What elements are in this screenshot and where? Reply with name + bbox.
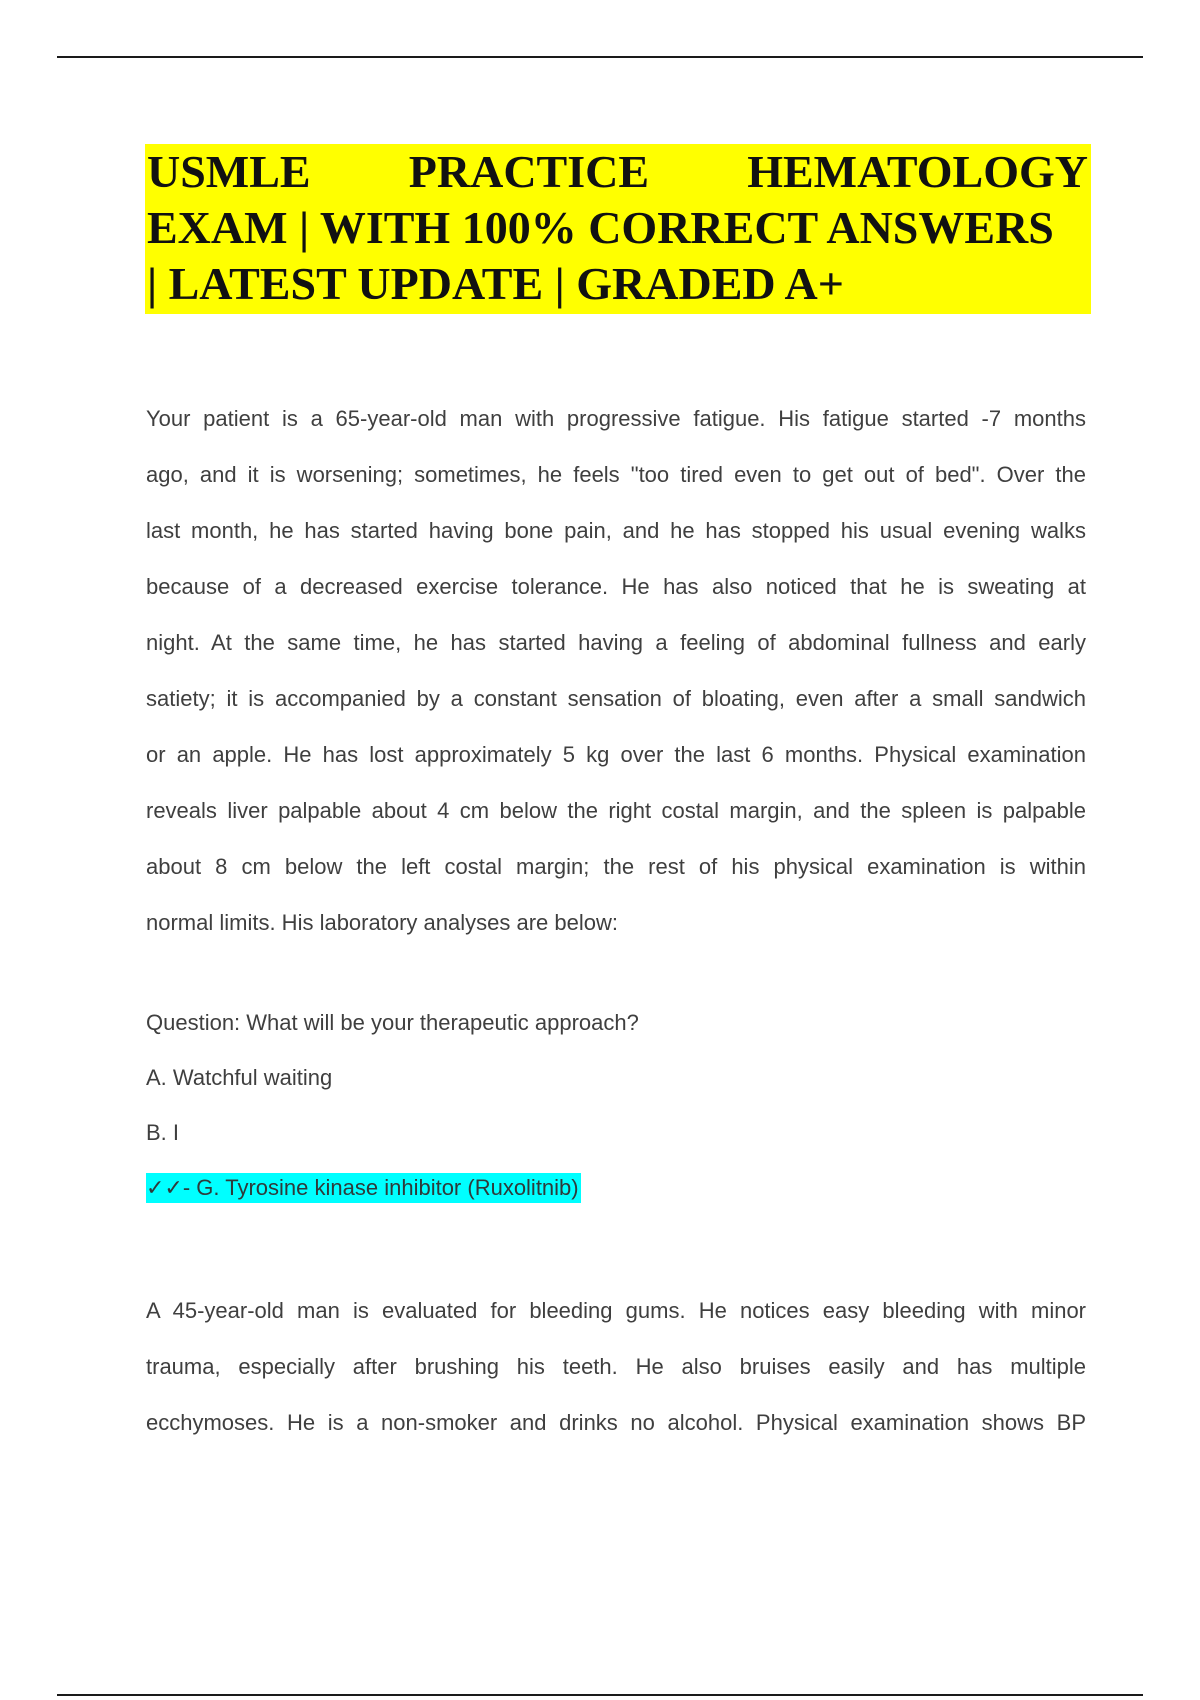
question-text: Question: What will be your therapeutic approach? bbox=[146, 1010, 639, 1035]
correct-answer: ✓✓- G. Tyrosine kinase inhibitor (Ruxolitnib) bbox=[146, 1173, 581, 1203]
paragraph-line: Your patient is a 65-year-old man with progressive fatigue. His fatigue started -7 months bbox=[146, 406, 1086, 431]
case-1-question-block bbox=[146, 1003, 1086, 1223]
title-word: PRACTICE bbox=[408, 146, 650, 197]
option-a: A. Watchful waiting bbox=[146, 1065, 333, 1090]
case-2-vignette bbox=[146, 1288, 1086, 1456]
paragraph-line: about 8 cm below the left costal margin; the rest of his physical examination is within bbox=[146, 854, 1086, 879]
paragraph-line: A 45-year-old man is evaluated for bleeding gums. He notices easy bleeding with minor bbox=[146, 1298, 1086, 1323]
title-word: USMLE bbox=[147, 146, 311, 197]
paragraph-line: because of a decreased exercise tolerance. He has also noticed that he is sweating at bbox=[146, 574, 1086, 599]
paragraph-line: night. At the same time, he has started having a feeling of abdominal fullness and early bbox=[146, 630, 1086, 655]
document-title bbox=[145, 144, 1091, 314]
paragraph-line: satiety; it is accompanied by a constant sensation of bloating, even after a small sandwich bbox=[146, 686, 1086, 711]
option-b: B. I bbox=[146, 1120, 180, 1145]
paragraph-line: reveals liver palpable about 4 cm below the right costal margin, and the spleen is palpable bbox=[146, 798, 1086, 823]
paragraph-line: ago, and it is worsening; sometimes, he feels "too tired even to get out of bed". Over the bbox=[146, 462, 1086, 487]
paragraph-line: normal limits. His laboratory analyses are below: bbox=[146, 910, 618, 935]
footer-rule bbox=[57, 1694, 1143, 1696]
case-1-vignette bbox=[146, 391, 1086, 951]
title-line-1 bbox=[147, 144, 1088, 200]
title-word: HEMATOLOGY bbox=[747, 146, 1088, 197]
paragraph-line: or an apple. He has lost approximately 5 kg over the last 6 months. Physical examination bbox=[146, 742, 1086, 767]
title-line-2: EXAM | WITH 100% CORRECT ANSWERS bbox=[147, 202, 1054, 253]
title-line-3: | LATEST UPDATE | GRADED A+ bbox=[147, 258, 844, 309]
paragraph-line: trauma, especially after brushing his teeth. He also bruises easily and has multiple bbox=[146, 1354, 1086, 1379]
paragraph-line: last month, he has started having bone pain, and he has stopped his usual evening walks bbox=[146, 518, 1086, 543]
answer-line bbox=[146, 1168, 1086, 1223]
paragraph-line: ecchymoses. He is a non-smoker and drinks no alcohol. Physical examination shows BP bbox=[146, 1410, 1086, 1435]
header-rule bbox=[57, 56, 1143, 58]
